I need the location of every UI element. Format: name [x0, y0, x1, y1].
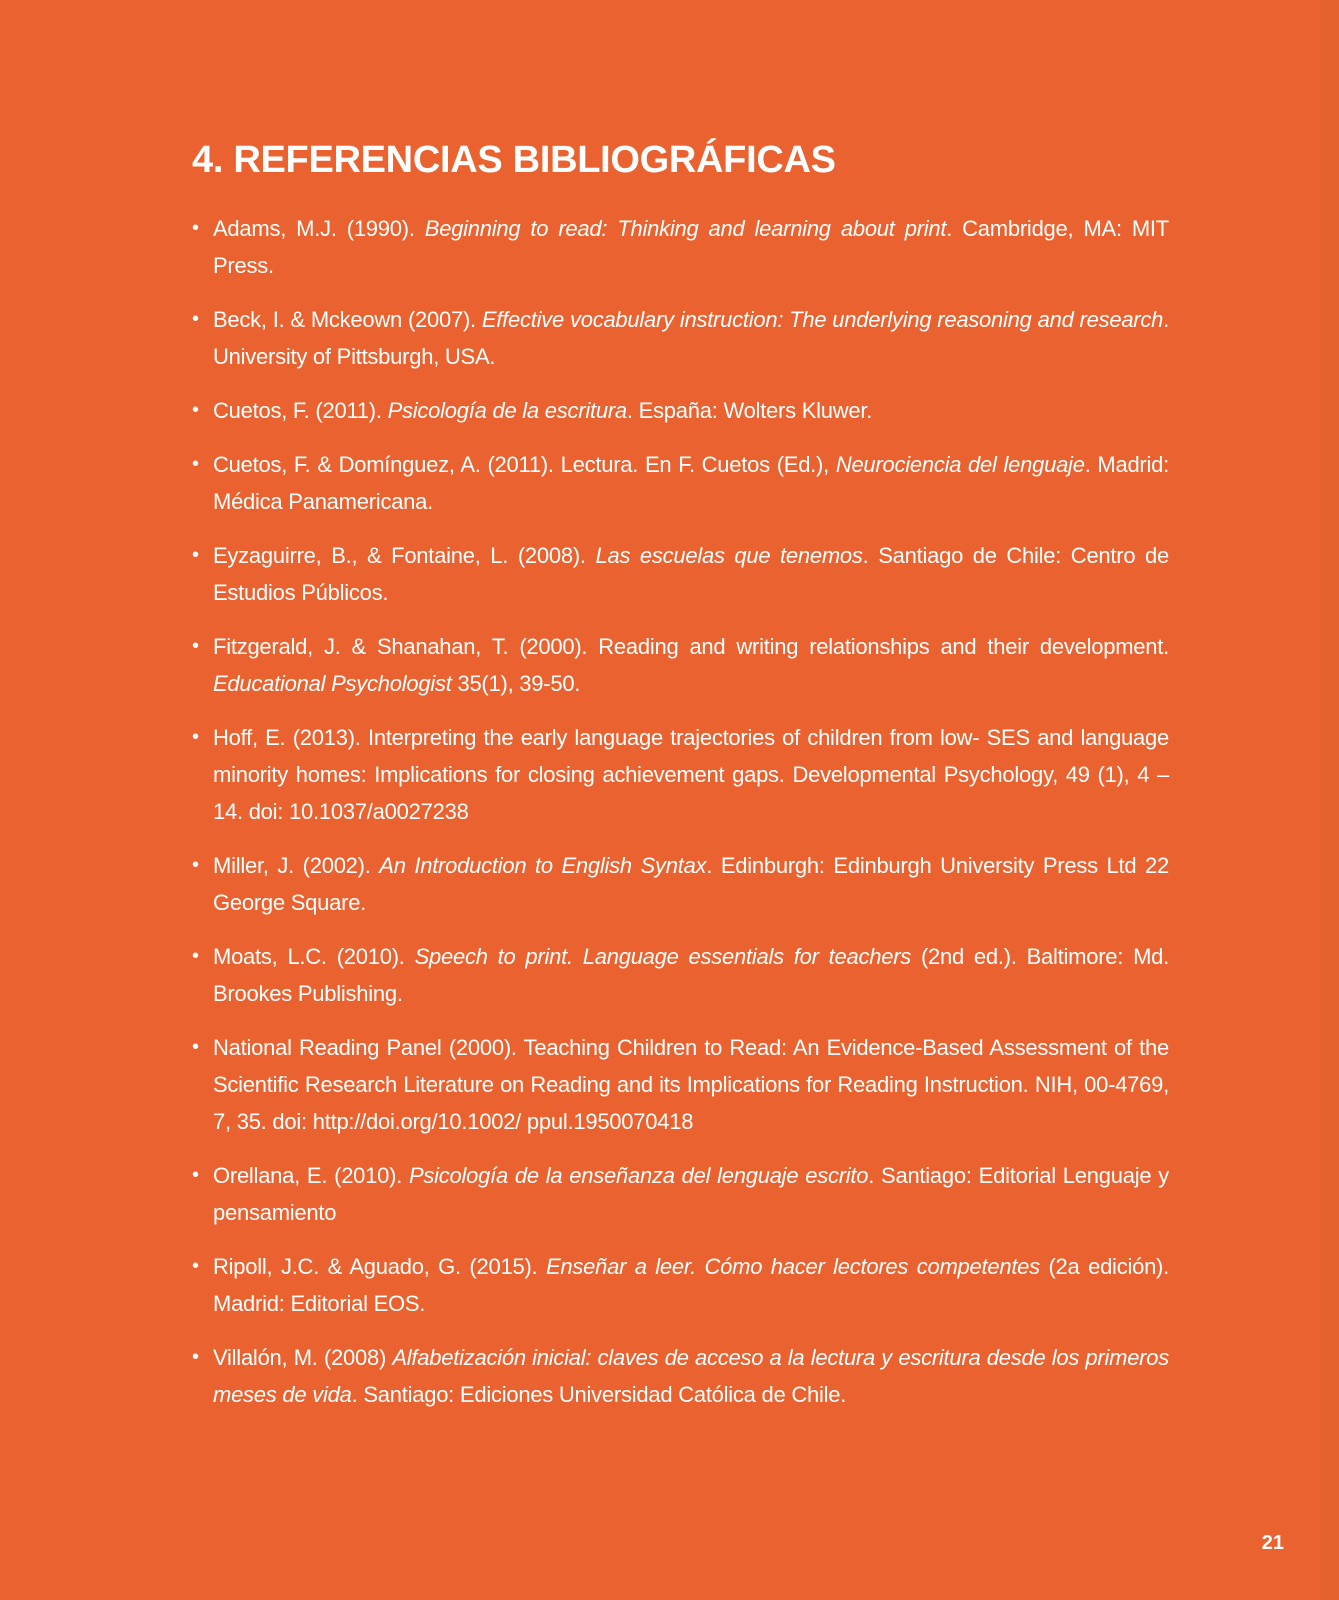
reference-title: Las escuelas que tenemos: [595, 543, 863, 568]
reference-text: Ripoll, J.C. & Aguado, G. (2015).: [213, 1254, 546, 1279]
bullet-icon: •: [192, 544, 199, 566]
bullet-icon: •: [192, 854, 199, 876]
reference-text: . España: Wolters Kluwer.: [626, 398, 873, 423]
reference-item: [192, 719, 1169, 830]
reference-item: [192, 628, 1169, 702]
reference-text: . Edinburgh: Edinburgh University Press Ltd 22 George Square.: [213, 853, 1169, 915]
page-edge-strip: [1321, 0, 1339, 1600]
reference-title: Psicología de la enseñanza del lenguaje escrito: [408, 1163, 869, 1188]
references-section: [192, 136, 1169, 1430]
reference-text: . Cambridge, MA: MIT Press.: [213, 216, 1169, 278]
reference-text: Villalón, M. (2008): [213, 1345, 393, 1370]
bullet-icon: •: [192, 308, 199, 330]
reference-item: [192, 392, 1169, 429]
reference-title: Effective vocabulary instruction: The underlying reasoning and research: [481, 307, 1164, 332]
bullet-icon: •: [192, 1346, 199, 1368]
reference-text: Hoff, E. (2013). Interpreting the early language trajectories of children from low- SES and language minority homes: Implications for closing achievement gaps. Developmental Psychology, 49 (1), 4 – 14. doi: 10.1037/a0027238: [213, 725, 1169, 824]
bullet-icon: •: [192, 1255, 199, 1277]
reference-text: . Madrid: Médica Panamericana.: [213, 452, 1169, 514]
reference-text: Moats, L.C. (2010).: [213, 944, 415, 969]
bullet-icon: •: [192, 399, 199, 421]
reference-item: [192, 301, 1169, 375]
bullet-icon: •: [192, 1036, 199, 1058]
bullet-icon: •: [192, 945, 199, 967]
reference-item: [192, 210, 1169, 284]
reference-text: 35(1), 39-50.: [451, 671, 581, 696]
reference-title: Speech to print. Language essentials for teachers: [414, 944, 912, 969]
page-number: 21: [1261, 1532, 1284, 1554]
reference-item: [192, 1339, 1169, 1413]
reference-title: Enseñar a leer. Cómo hacer lectores competentes: [545, 1254, 1040, 1279]
reference-item: [192, 1029, 1169, 1140]
reference-title: Neurociencia del lenguaje: [835, 452, 1085, 477]
reference-item: [192, 446, 1169, 520]
reference-title: Psicología de la escritura: [387, 398, 627, 423]
reference-text: National Reading Panel (2000). Teaching Children to Read: An Evidence-Based Assessment of the Scientific Research Literature on Reading and its Implications for Reading Instruction. NIH, 00-4769, 7, 35. doi: http://doi.org/10.1002/ ppul.1950070418: [213, 1035, 1169, 1134]
reference-item: [192, 847, 1169, 921]
reference-title: Alfabetización inicial: claves de acceso a la lectura y escritura desde los primeros meses de vida: [213, 1345, 1169, 1407]
reference-item: [192, 1248, 1169, 1322]
reference-item: [192, 537, 1169, 611]
reference-text: Beck, I. & Mckeown (2007).: [213, 307, 482, 332]
reference-text: . University of Pittsburgh, USA.: [213, 307, 1169, 369]
reference-text: Adams, M.J. (1990).: [213, 216, 425, 241]
reference-title: An Introduction to English Syntax: [379, 853, 707, 878]
reference-text: . Santiago: Editorial Lenguaje y pensamiento: [213, 1163, 1169, 1225]
reference-list: [192, 210, 1169, 1413]
reference-text: . Santiago: Ediciones Universidad Católica de Chile.: [351, 1382, 847, 1407]
reference-text: (2nd ed.). Baltimore: Md. Brookes Publishing.: [213, 944, 1170, 1006]
reference-text: Cuetos, F. & Domínguez, A. (2011). Lectura. En F. Cuetos (Ed.),: [213, 452, 836, 477]
reference-text: (2a edición). Madrid: Editorial EOS.: [213, 1254, 1169, 1316]
reference-item: [192, 1157, 1169, 1231]
bullet-icon: •: [192, 217, 199, 239]
reference-text: Fitzgerald, J. & Shanahan, T. (2000). Reading and writing relationships and their development.: [213, 634, 1169, 659]
reference-text: Eyzaguirre, B., & Fontaine, L. (2008).: [213, 543, 596, 568]
section-heading: 4. REFERENCIAS BIBLIOGRÁFICAS: [192, 139, 836, 181]
reference-text: Cuetos, F. (2011).: [213, 398, 388, 423]
bullet-icon: •: [192, 635, 199, 657]
bullet-icon: •: [192, 453, 199, 475]
reference-text: Orellana, E. (2010).: [213, 1163, 409, 1188]
reference-title: Educational Psychologist: [213, 671, 452, 696]
bullet-icon: •: [192, 726, 199, 748]
reference-item: [192, 938, 1169, 1012]
bullet-icon: •: [192, 1164, 199, 1186]
reference-text: Miller, J. (2002).: [213, 853, 380, 878]
reference-title: Beginning to read: Thinking and learning about print: [424, 216, 947, 241]
reference-text: . Santiago de Chile: Centro de Estudios Públicos.: [213, 543, 1169, 605]
